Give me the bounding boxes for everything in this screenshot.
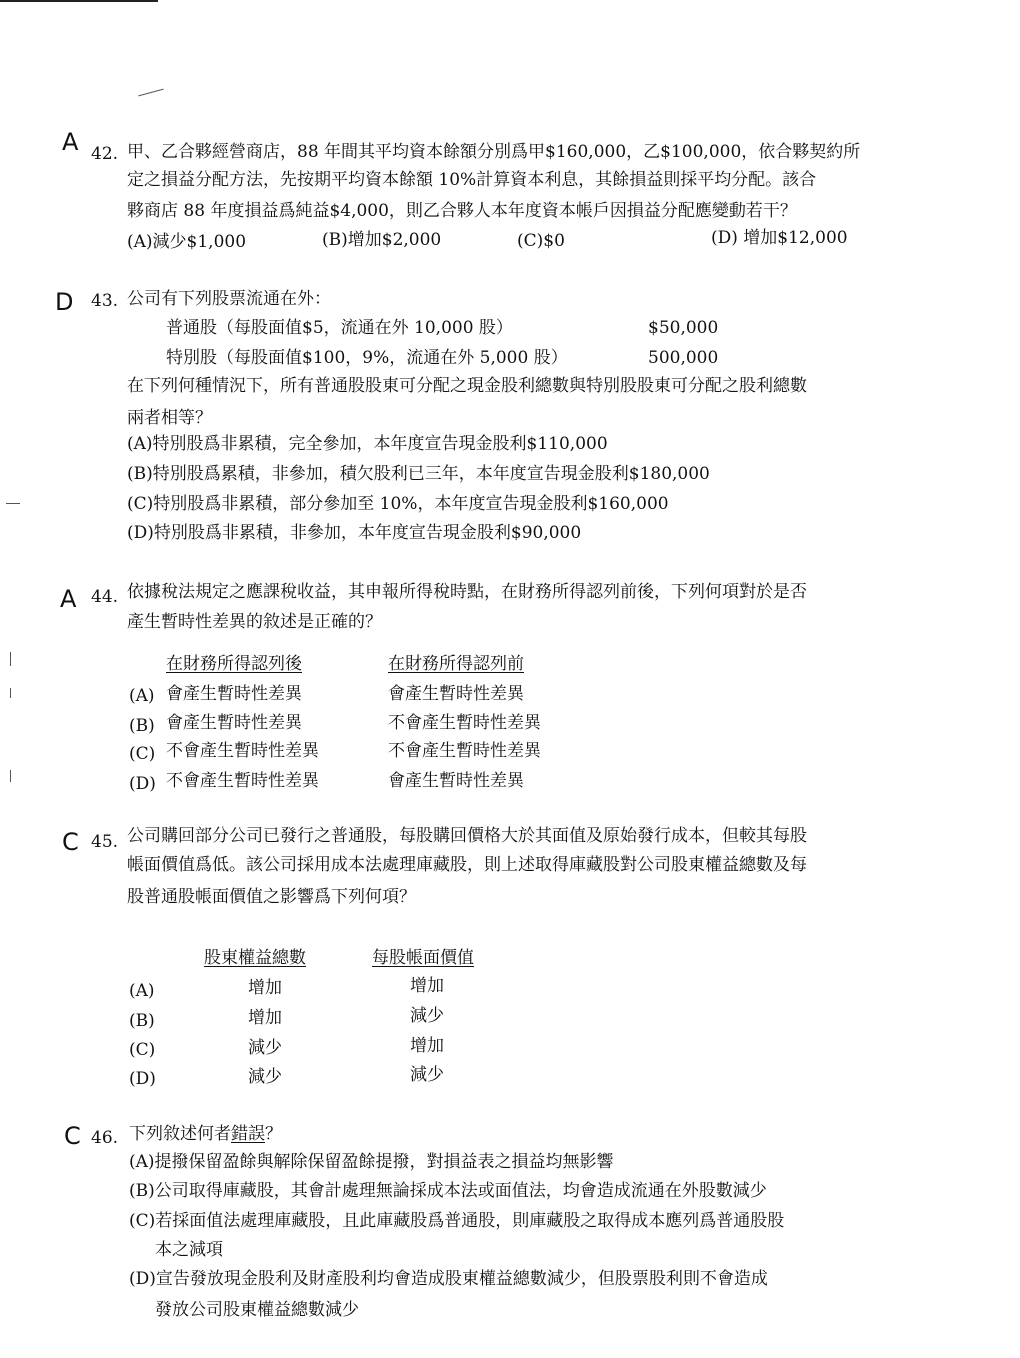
stem-prefix: 下列敘述何者: [129, 1124, 231, 1144]
row-label: (C): [129, 744, 156, 764]
cell-after: 不會產生暫時性差異: [166, 771, 319, 791]
scan-mark: [10, 688, 11, 698]
column-header-equity: 股東權益總數: [204, 948, 306, 968]
option-c: (C)$0: [517, 231, 565, 251]
option-b: (B)特別股爲累積，非參加，積欠股利已三年，本年度宣告現金股利$180,000: [127, 464, 710, 484]
question-text-line: 依據稅法規定之應課稅收益，其申報所得稅時點，在財務所得認列前後，下列何項對於是否: [127, 582, 807, 602]
question-intro: 公司有下列股票流通在外：: [127, 289, 331, 309]
question-number: 44.: [91, 587, 119, 607]
question-number: 43.: [91, 291, 119, 311]
option-a: (A)減少$1,000: [127, 232, 247, 252]
cell-equity: 減少: [248, 1067, 282, 1087]
cell-book-value: 減少: [410, 1006, 444, 1026]
scan-mark: [10, 770, 11, 782]
cell-equity: 增加: [248, 1008, 282, 1028]
row-label: (A): [129, 686, 155, 706]
option-c: (C)若採面值法處理庫藏股，且此庫藏股爲普通股，則庫藏股之取得成本應列爲普通股股: [129, 1211, 785, 1231]
question-text-line: 甲、乙合夥經營商店，88 年間其平均資本餘額分別爲甲$160,000，乙$100,000，依合夥契約所: [127, 142, 861, 162]
column-header-book-value: 每股帳面價值: [372, 948, 474, 968]
scan-mark: [6, 503, 20, 504]
question-number: 46.: [91, 1128, 119, 1148]
cell-before: 不會產生暫時性差異: [388, 741, 541, 761]
cell-after: 會產生暫時性差異: [166, 713, 302, 733]
row-label: (B): [129, 1011, 155, 1031]
cell-equity: 減少: [248, 1038, 282, 1058]
row-label: (C): [129, 1040, 156, 1060]
cell-book-value: 增加: [410, 976, 444, 996]
question-stem: [129, 1126, 282, 1143]
question-text-line: 公司購回部分公司已發行之普通股，每股購回價格大於其面值及原始發行成本，但較其每股: [127, 826, 807, 846]
cell-book-value: 增加: [410, 1036, 444, 1056]
cell-before: 會產生暫時性差異: [388, 684, 524, 704]
option-d: (D)特別股爲非累積，非參加，本年度宣告現金股利$90,000: [127, 523, 582, 543]
cell-before: 會產生暫時性差異: [388, 771, 524, 791]
question-number: 45.: [91, 832, 119, 852]
option-c: (C)特別股爲非累積，部分參加至 10%，本年度宣告現金股利$160,000: [127, 494, 669, 514]
option-c-continued: 本之減項: [155, 1240, 223, 1260]
question-text-line: 定之損益分配方法，先按期平均資本餘額 10%計算資本利息，其餘損益則採平均分配。該合: [127, 170, 817, 190]
cell-after: 不會產生暫時性差異: [166, 741, 319, 761]
stem-emphasis: 錯誤: [231, 1124, 265, 1144]
cell-equity: 增加: [248, 978, 282, 998]
option-b: (B)公司取得庫藏股，其會計處理無論採成本法或面值法，均會造成流通在外股數減少: [129, 1181, 767, 1201]
row-label: (D): [129, 1069, 156, 1089]
handwritten-answer: C: [62, 828, 79, 856]
stock-description: 普通股（每股面值$5，流通在外 10,000 股）: [166, 318, 513, 338]
handwritten-answer: C: [64, 1122, 81, 1150]
row-label: (A): [129, 981, 155, 1001]
row-label: (D): [129, 774, 156, 794]
handwritten-answer: A: [62, 128, 79, 156]
option-a: (A)特別股爲非累積，完全參加，本年度宣告現金股利$110,000: [127, 434, 608, 454]
option-d: (D) 增加$12,000: [711, 228, 848, 248]
top-rule: [0, 0, 158, 2]
option-d-continued: 發放公司股東權益總數減少: [155, 1300, 359, 1320]
cell-book-value: 減少: [410, 1065, 444, 1085]
option-a: (A)提撥保留盈餘與解除保留盈餘提撥，對損益表之損益均無影響: [129, 1152, 614, 1172]
option-b: (B)增加$2,000: [322, 230, 442, 250]
question-text-line: 兩者相等？: [127, 408, 212, 428]
column-header-after: 在財務所得認列後: [166, 654, 302, 674]
cell-before: 不會產生暫時性差異: [388, 713, 541, 733]
question-text-line: 股普通股帳面價值之影響爲下列何項？: [127, 887, 416, 907]
column-header-before: 在財務所得認列前: [388, 654, 524, 674]
stock-amount: $50,000: [648, 318, 719, 338]
scan-mark: [10, 652, 11, 666]
question-text-line: 在下列何種情況下，所有普通股股東可分配之現金股利總數與特別股股東可分配之股利總數: [127, 376, 807, 396]
scan-mark: [138, 89, 163, 97]
stem-suffix: ？: [265, 1124, 282, 1144]
option-d: (D)宣告發放現金股利及財產股利均會造成股東權益總數減少，但股票股利則不會造成: [129, 1269, 768, 1289]
cell-after: 會產生暫時性差異: [166, 684, 302, 704]
question-text-line: 產生暫時性差異的敘述是正確的？: [127, 612, 382, 632]
row-label: (B): [129, 716, 155, 736]
question-text-line: 夥商店 88 年度損益爲純益$4,000，則乙合夥人本年度資本帳戶因損益分配應變動若干？: [127, 201, 797, 221]
handwritten-answer: D: [55, 288, 74, 316]
stock-amount: 500,000: [648, 348, 719, 368]
question-number: 42.: [91, 144, 119, 164]
handwritten-answer: A: [60, 585, 77, 613]
question-text-line: 帳面價值爲低。該公司採用成本法處理庫藏股，則上述取得庫藏股對公司股東權益總數及每: [127, 855, 807, 875]
stock-description: 特別股（每股面值$100，9%，流通在外 5,000 股）: [166, 348, 568, 368]
